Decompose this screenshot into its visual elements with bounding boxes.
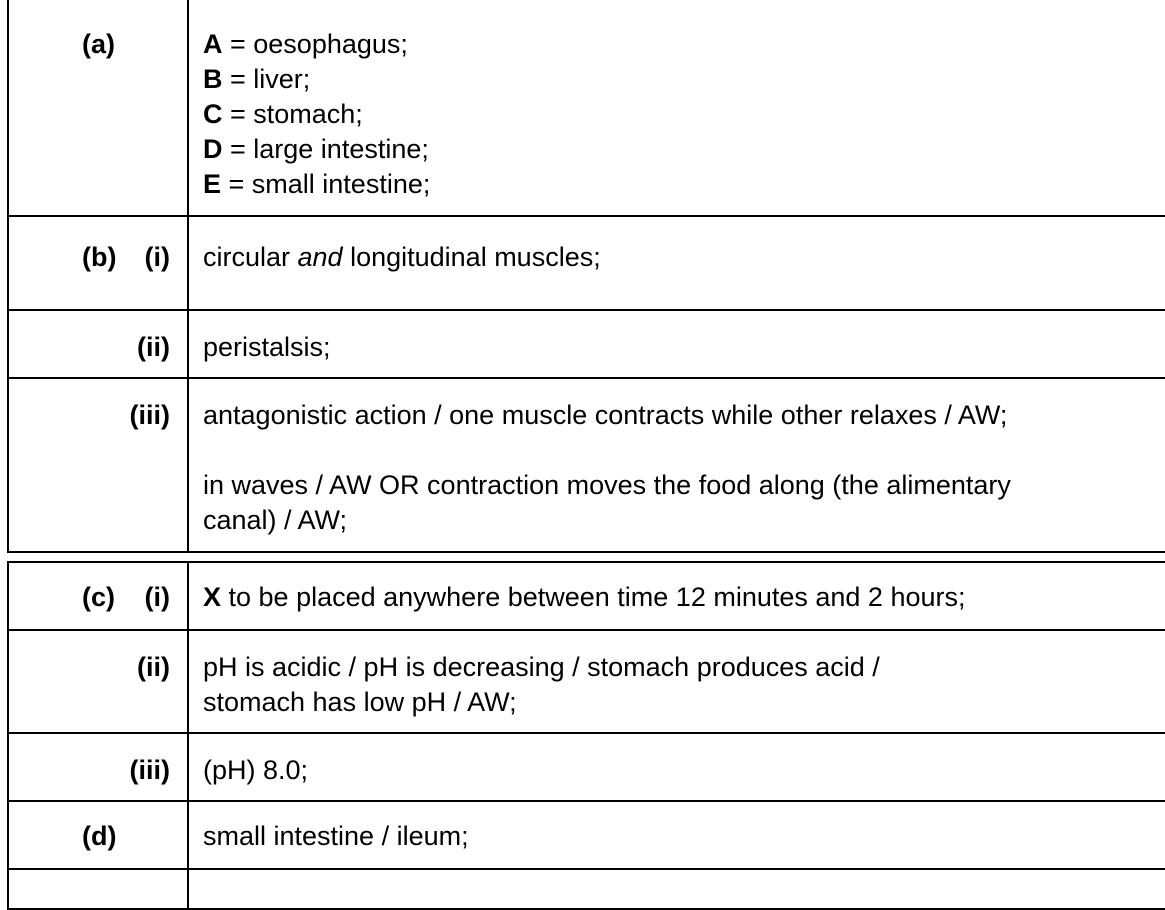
subpart-label-b-iii: (iii) (129, 400, 170, 430)
subpart-label-c-iii: (iii) (129, 755, 170, 785)
answer-line: B = liver; (203, 64, 311, 94)
answer-cell-b-ii: peristalsis; (188, 310, 1165, 378)
question-cell-a (8, 0, 188, 216)
row-a (8, 0, 1165, 216)
question-cell-c-iii (8, 733, 188, 801)
mark-scheme-table-2 (7, 561, 1165, 910)
answer-line: antagonistic action / one muscle contracts while other relaxes / AW; (203, 400, 1008, 430)
answer-cell-c-iii: (pH) 8.0; (188, 733, 1165, 801)
row-c-ii (8, 630, 1165, 733)
answer-cell-a (188, 0, 1165, 216)
answer-cell-empty (188, 869, 1165, 909)
answer-cell-c-ii (188, 630, 1165, 733)
part-label-a: (a) (82, 29, 115, 59)
answer-line: canal) / AW; (203, 505, 348, 535)
part-label-d: (d) (82, 821, 117, 851)
answer-line: in waves / AW OR contraction moves the food along (the alimentary (203, 470, 1011, 500)
answer-line: D = large intestine; (203, 134, 429, 164)
answer-line: pH is acidic / pH is decreasing / stomach produces acid / (203, 652, 880, 682)
answer-cell-b-iii (188, 378, 1165, 552)
subpart-label-b-i: (i) (144, 242, 170, 272)
row-empty (8, 869, 1165, 909)
subpart-label-c-i: (i) (144, 582, 170, 612)
row-c-iii (8, 733, 1165, 801)
row-b-ii (8, 310, 1165, 378)
row-b-i (8, 216, 1165, 310)
question-cell-b-iii (8, 378, 188, 552)
answer-cell-d: small intestine / ileum; (188, 801, 1165, 869)
row-b-iii (8, 378, 1165, 552)
answer-cell-c-i: X to be placed anywhere between time 12 minutes and 2 hours; (188, 562, 1165, 630)
question-cell-d (8, 801, 188, 869)
question-cell-c-i (8, 562, 188, 630)
mark-scheme-table-1 (7, 0, 1165, 553)
part-label-c: (c) (82, 582, 115, 612)
question-cell-empty (8, 869, 188, 909)
answer-line: stomach has low pH / AW; (203, 687, 517, 717)
answer-line: A = oesophagus; (203, 29, 408, 59)
row-d (8, 801, 1165, 869)
question-cell-b-ii (8, 310, 188, 378)
answer-line: C = stomach; (203, 99, 363, 129)
row-c-i (8, 562, 1165, 630)
answer-line: E = small intestine; (203, 169, 431, 199)
subpart-label-b-ii: (ii) (137, 332, 170, 362)
part-label-b: (b) (82, 242, 117, 272)
question-cell-b-i (8, 216, 188, 310)
subpart-label-c-ii: (ii) (137, 652, 170, 682)
answer-cell-b-i: circular and longitudinal muscles; (188, 216, 1165, 310)
question-cell-c-ii (8, 630, 188, 733)
